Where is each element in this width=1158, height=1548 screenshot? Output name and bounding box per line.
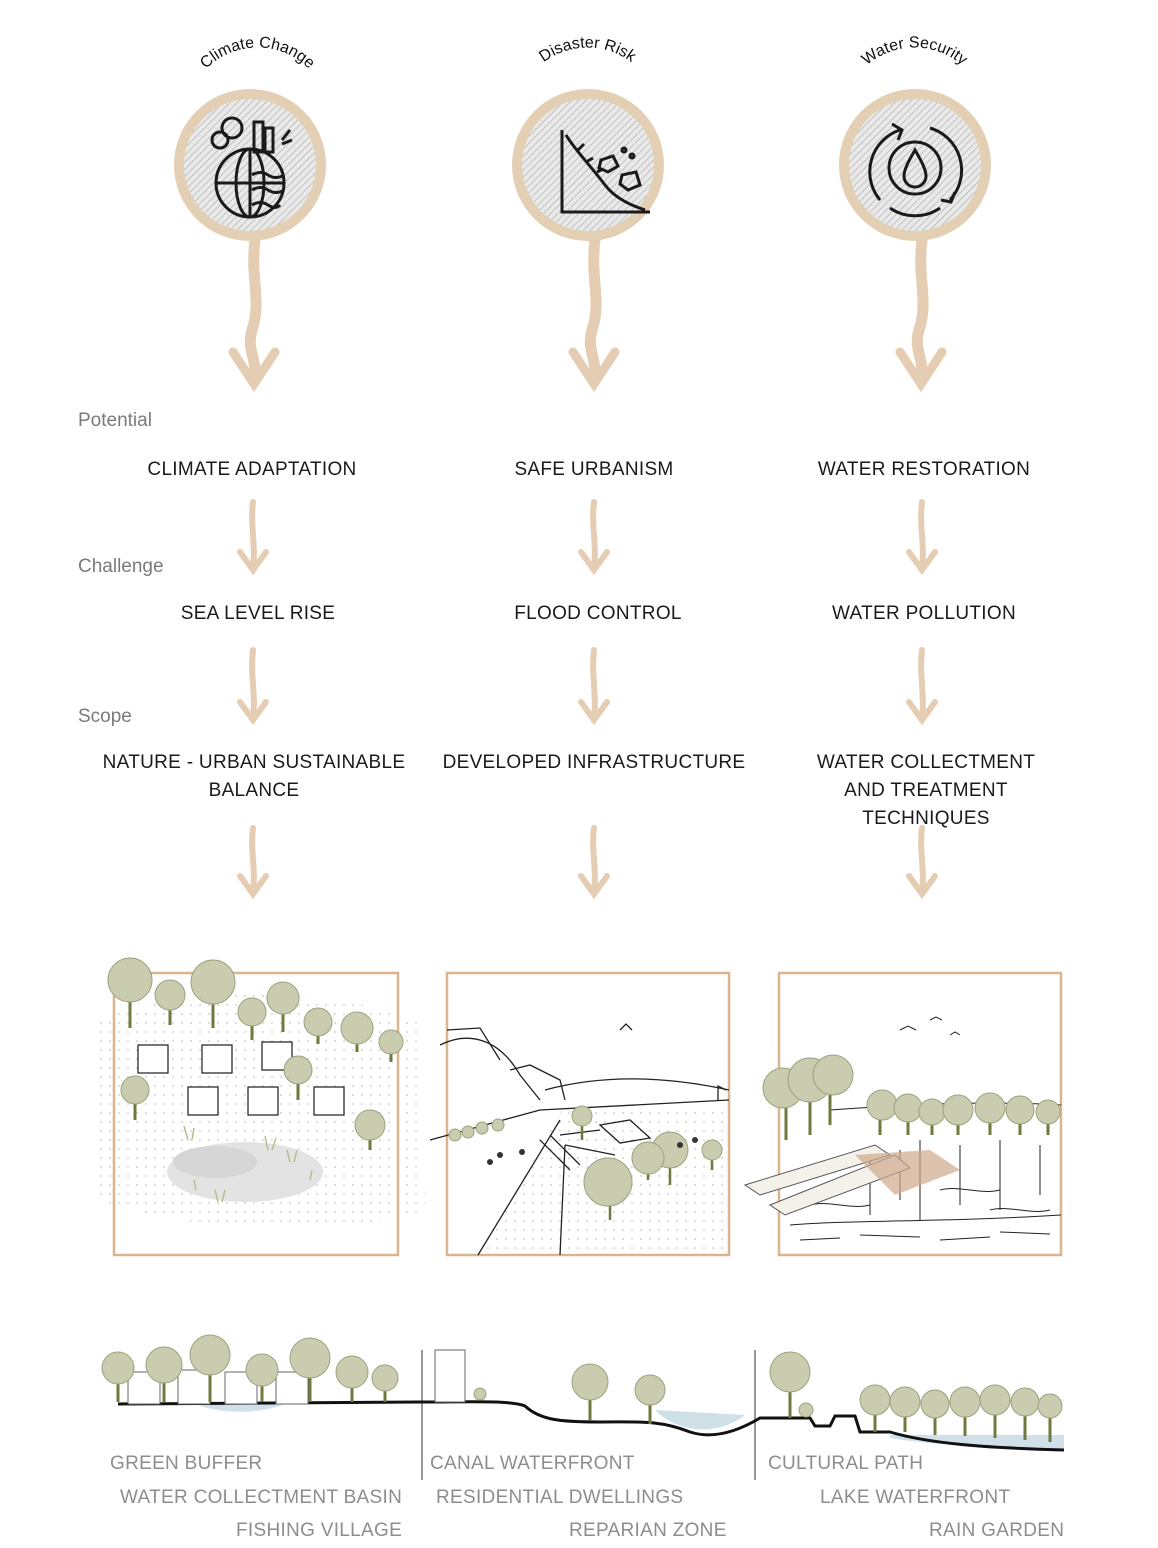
svg-text:Disaster Risk <box>536 34 639 66</box>
label-reparian-zone: REPARIAN ZONE <box>569 1520 727 1541</box>
label-fishing-village: FISHING VILLAGE <box>236 1520 403 1541</box>
badge-disaster-risk <box>512 34 664 384</box>
row-label-potential: Potential <box>78 410 152 431</box>
potential-water: WATER RESTORATION <box>817 459 1031 480</box>
scope-climate: NATURE - URBAN SUSTAINABLE BALANCE <box>102 752 406 801</box>
badge-climate-change <box>174 34 326 384</box>
badges-layer <box>0 0 1158 400</box>
panel-canal-waterfront <box>430 973 729 1255</box>
label-canal-waterfront: CANAL WATERFRONT <box>430 1453 635 1474</box>
label-water-collectment-basin: WATER COLLECTMENT BASIN <box>120 1487 403 1508</box>
connector-arrows <box>0 490 1158 910</box>
potential-climate: CLIMATE ADAPTATION <box>147 459 357 480</box>
svg-text:Water Security <box>859 34 971 68</box>
panel-green-buffer <box>100 958 425 1255</box>
badge-title: Disaster Risk <box>536 34 639 66</box>
badge-title: Water Security <box>858 34 971 69</box>
illustration-panels <box>0 940 1158 1280</box>
badge-title: Climate Change <box>197 34 318 73</box>
badge-water-security <box>839 34 991 384</box>
challenge-climate: SEA LEVEL RISE <box>180 603 336 624</box>
challenge-water: WATER POLLUTION <box>832 603 1016 624</box>
svg-text:Climate Change <box>197 34 318 72</box>
challenge-disaster: FLOOD CONTROL <box>514 603 682 624</box>
label-lake-waterfront: LAKE WATERFRONT <box>820 1487 1011 1508</box>
label-rain-garden: RAIN GARDEN <box>929 1520 1065 1541</box>
row-label-challenge: Challenge <box>78 556 164 577</box>
label-cultural-path: CULTURAL PATH <box>768 1453 924 1474</box>
label-residential-dwellings: RESIDENTIAL DWELLINGS <box>436 1487 684 1508</box>
row-label-scope: Scope <box>78 706 132 727</box>
panel-lake-waterfront <box>745 973 1061 1255</box>
potential-disaster: SAFE URBANISM <box>514 459 674 480</box>
scope-disaster: DEVELOPED INFRASTRUCTURE <box>442 752 746 773</box>
label-green-buffer: GREEN BUFFER <box>110 1453 263 1474</box>
scope-water: WATER COLLECTMENT AND TREATMENT TECHNIQUES <box>816 752 1036 829</box>
